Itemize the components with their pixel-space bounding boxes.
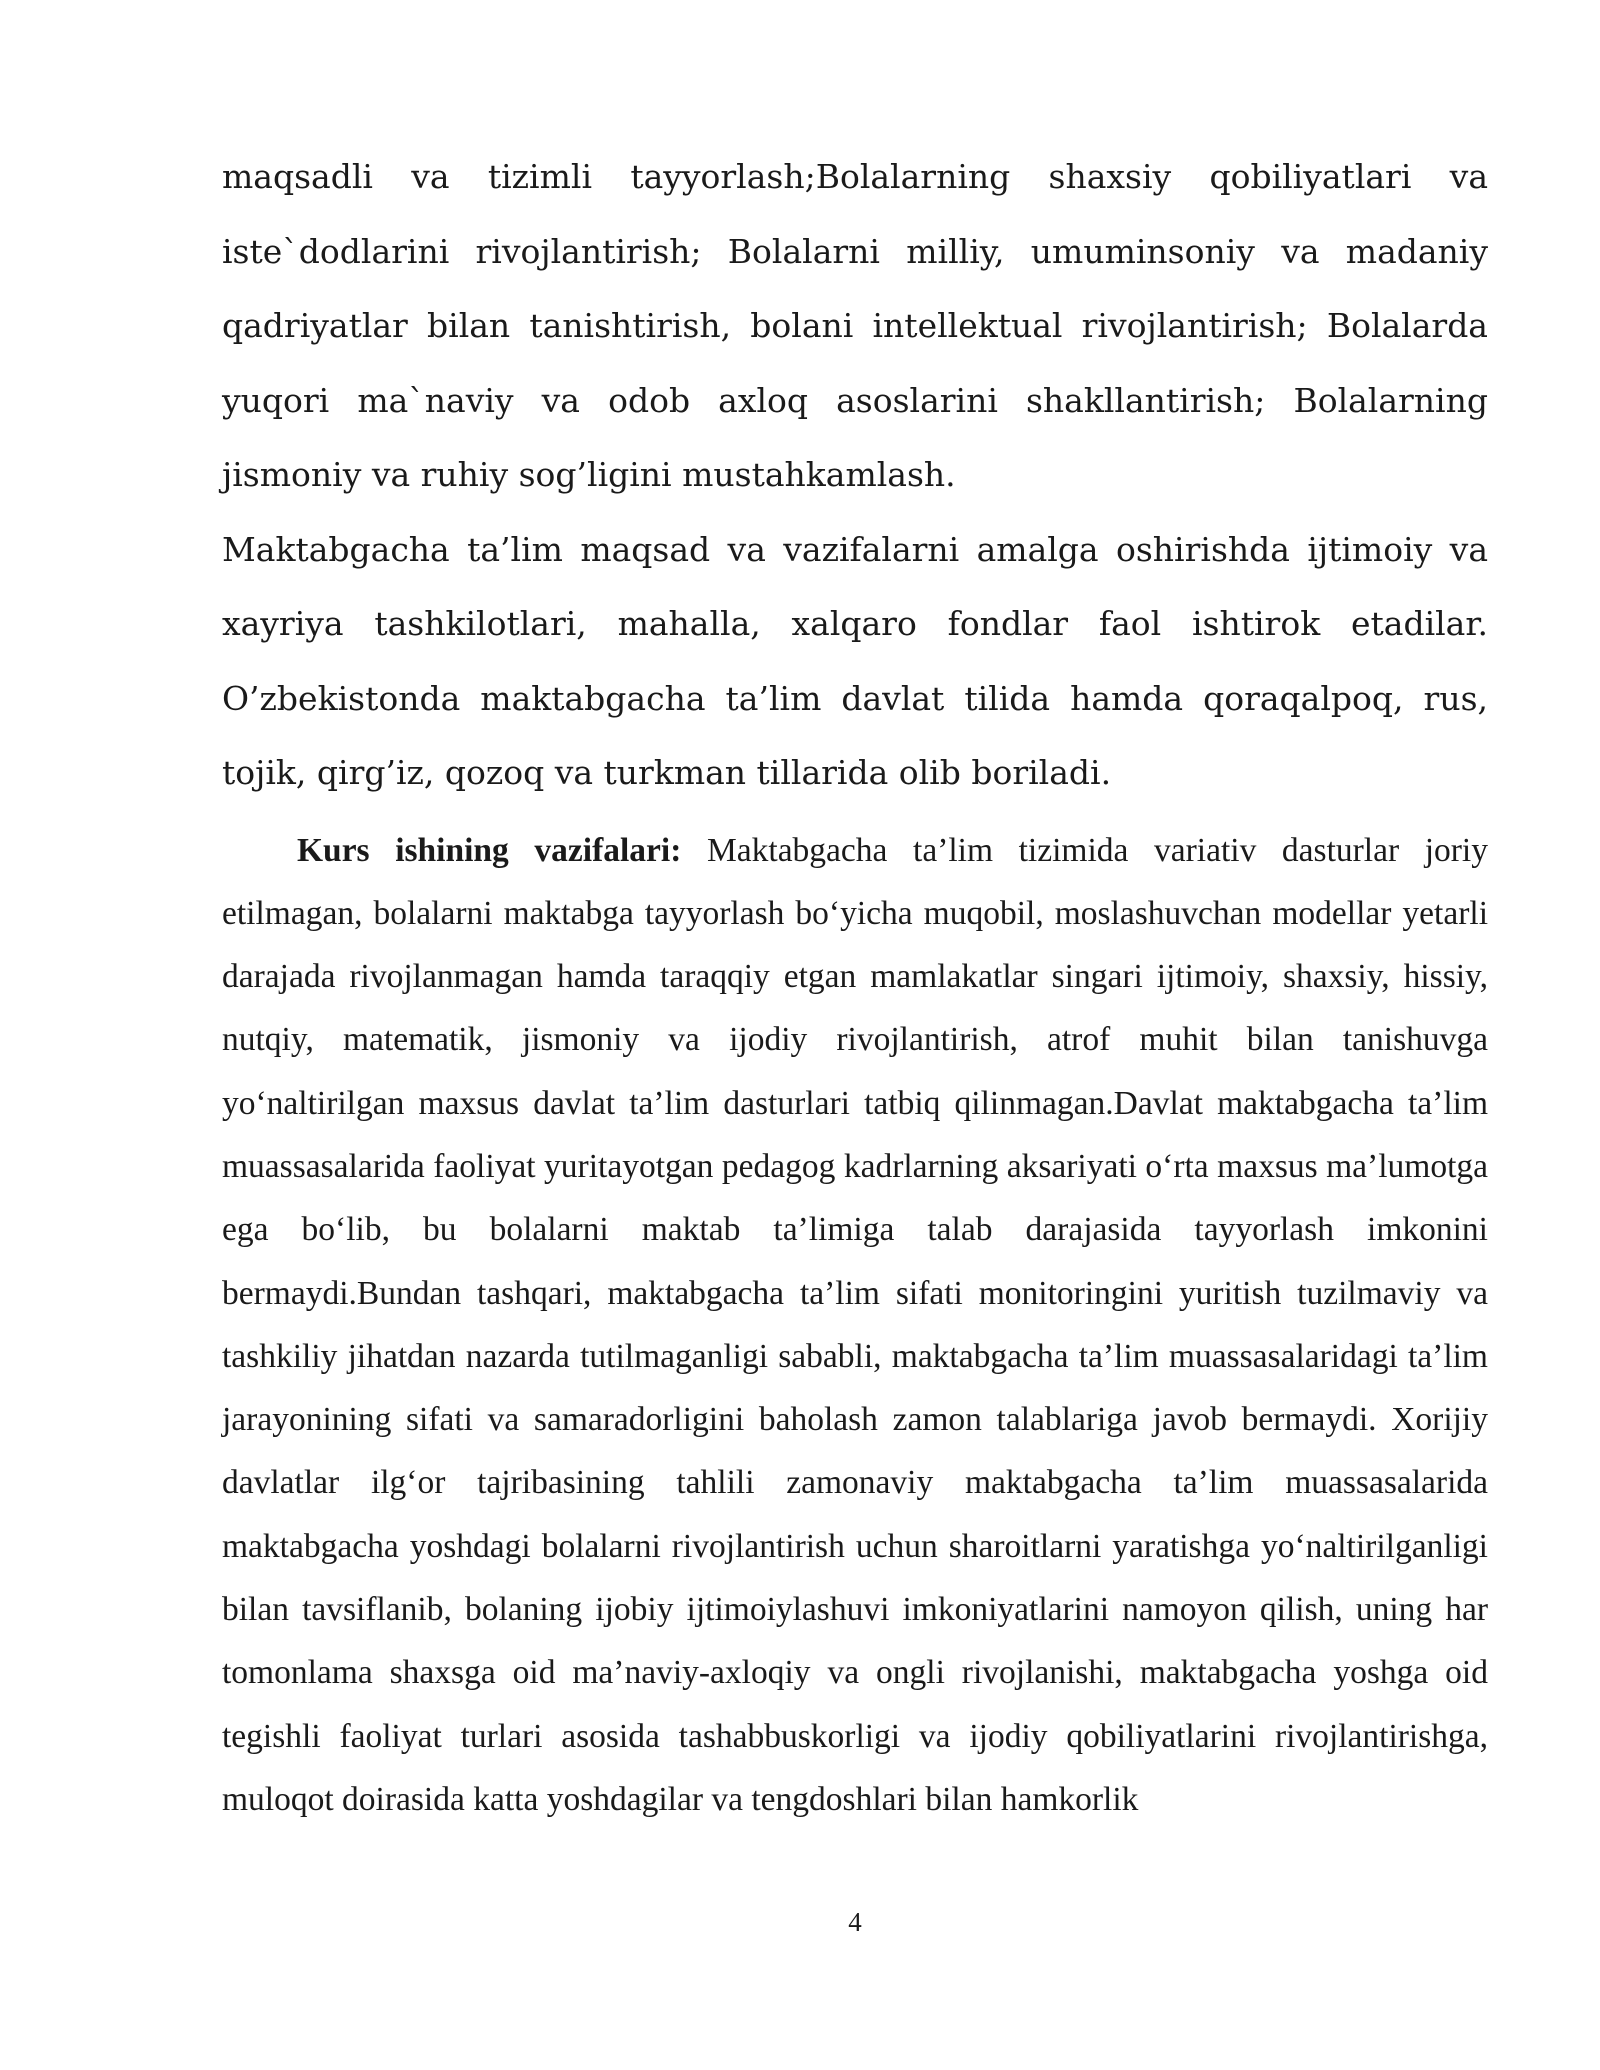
course-tasks-heading: Kurs ishining vazifalari: [297,831,682,869]
paragraph-languages: Maktabgacha ta’lim maqsad va vazifalarni amalga oshirishda ijtimoiy va xayriya tashkilotlari, mahalla, xalqaro fondlar faol ishtirok etadilar. O’zbekistonda maktabgacha ta’lim davlat tilida hamda qoraqalpoq, rus, tojik, qirg’iz, qozoq va turkman tillarida olib boriladi. [222,529,1488,792]
paragraph-goals-list: maqsadli va tizimli tayyorlash;Bolalarning shaxsiy qobiliyatlari va iste`dodlarini rivojlantirish; Bolalarni milliy, umuminsoniy va madaniy qadriyatlar bilan tanishtirish, bolani intellektual rivojlantirish; Bolalarda yuqori ma`naviy va odob axloq asoslarini shakllantirish; Bolalarning jismoniy va ruhiy sog’ligini mustahkamlash. [222,157,1488,494]
document-page [222,140,1488,1831]
paragraph-course-tasks [222,819,1488,1832]
course-tasks-body: Maktabgacha ta’lim tizimida variativ dasturlar joriy etilmagan, bolalarni maktabga tayyorlash bo‘yicha muqobil, moslashuvchan modellar yetarli darajada rivojlanmagan hamda taraqqiy etgan mamlakatlar singari ijtimoiy, shaxsiy, hissiy, nutqiy, matematik, jismoniy va ijodiy rivojlantirish, atrof muhit bilan tanishuvga yo‘naltirilgan maxsus davlat ta’lim dasturlari tatbiq qilinmagan.Davlat maktabgacha ta’lim muassasalarida faoliyat yuritayotgan pedagog kadrlarning aksariyati o‘rta maxsus ma’lumotga ega bo‘lib, bu bolalarni maktab ta’limiga talab darajasida tayyorlash imkonini bermaydi.Bundan tashqari, maktabgacha ta’lim sifati monitoringini yuritish tuzilmaviy va tashkiliy jihatdan nazarda tutilmaganligi sababli, maktabgacha ta’lim muassasalaridagi ta’lim jarayonining sifati va samaradorligini baholash zamon talablariga javob bermaydi. Xorijiy davlatlar ilg‘or tajribasining tahlili zamonaviy maktabgacha ta’lim muassasalarida maktabgacha yoshdagi bolalarni rivojlantirish uchun sharoitlarni yaratishga yo‘naltirilganligi bilan tavsiflanib, bolaning ijobiy ijtimoiylashuvi imkoniyatlarini namoyon qilish, uning har tomonlama shaxsga oid ma’naviy-axloqiy va ongli rivojlanishi, maktabgacha yoshga oid tegishli faoliyat turlari asosida tashabbuskorligi va ijodiy qobiliyatlarini rivojlantirishga, muloqot doirasida katta yoshdagilar va tengdoshlari bilan hamkorlik [222,831,1488,1818]
page-number: 4 [848,1907,862,1937]
